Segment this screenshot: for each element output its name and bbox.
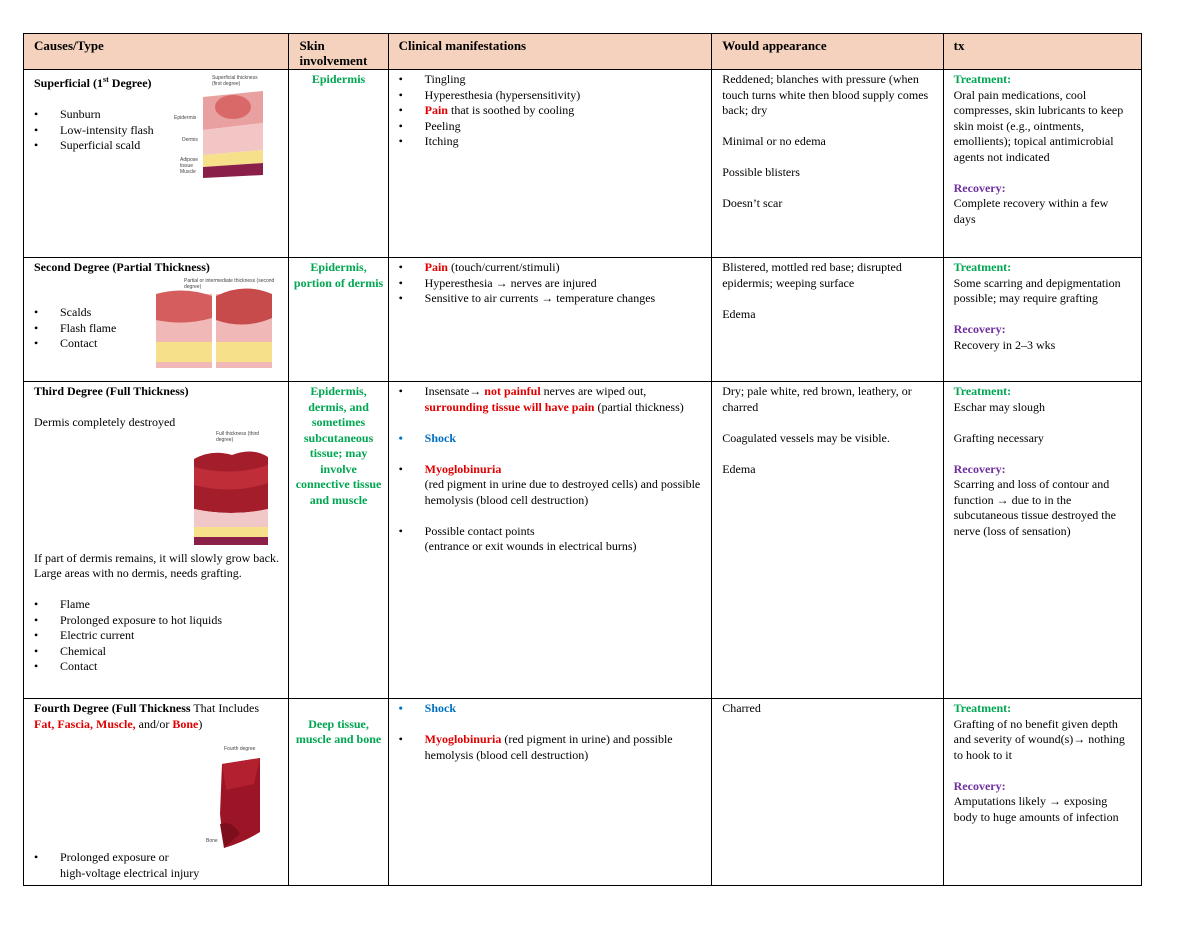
cell-tx — [943, 258, 1141, 382]
list-item: • Sensitive to air currents → temperature changes — [399, 291, 704, 307]
burn-classification-table — [23, 33, 1142, 886]
recovery-label: Recovery: — [953, 778, 1006, 793]
clinical-list — [399, 462, 704, 509]
clinical-list — [399, 431, 704, 447]
recovery-text: Scarring and loss of contour and function → due to in the subcutaneous tissue destroyed the nerve (loss of sensation) — [953, 477, 1116, 538]
row-superficial — [24, 70, 1142, 258]
cell-wound — [712, 699, 943, 886]
intro-text: Dermis completely destroyed — [34, 415, 176, 429]
header-causes: Causes/Type — [24, 34, 289, 70]
image-caption: Full thickness (third degree) — [216, 430, 260, 443]
image-label-dermis: Dermis — [182, 137, 198, 143]
cell-tx — [943, 70, 1141, 258]
cell-clinical — [388, 70, 712, 258]
causes-list — [34, 597, 280, 675]
list-item: • Electric current — [34, 628, 280, 644]
list-item: • Superficial scald — [34, 138, 280, 154]
list-item: • Shock — [399, 701, 704, 717]
treatment-label: Treatment: — [953, 260, 1012, 274]
treatment-text: Grafting of no benefit given depth and severity of wound(s)→ nothing to hook to it — [953, 716, 1125, 762]
list-item: • Chemical — [34, 644, 280, 660]
image-caption: Fourth degree — [224, 746, 256, 752]
treatment-text: Grafting necessary — [953, 430, 1044, 445]
wound-text: Charred — [722, 701, 761, 715]
wound-text: Edema — [722, 306, 756, 321]
list-item: • Prolonged exposure to hot liquids — [34, 613, 280, 629]
clinical-list — [399, 701, 704, 717]
list-item: • Flash flame — [34, 321, 280, 337]
row-title: Superficial (1st Degree) — [34, 75, 152, 90]
wound-text: Minimal or no edema — [722, 134, 826, 148]
fourth-degree-burn-illustration — [214, 754, 266, 854]
wound-text: Reddened; blanches with pressure (when touch turns white then blood supply comes back; dry — [722, 72, 929, 117]
list-item: • Scalds — [34, 305, 280, 321]
cell-causes — [24, 382, 289, 699]
cell-causes — [24, 699, 289, 886]
cell-skin: Deep tissue, muscle and bone — [289, 699, 388, 886]
list-item: • Flame — [34, 597, 280, 613]
cell-wound — [712, 382, 943, 699]
image-caption: Partial or intermediate thickness (second degree) — [184, 277, 275, 290]
list-item: • Myoglobinuria (red pigment in urine) and possible hemolysis (blood cell destruction) — [399, 732, 704, 763]
cell-wound — [712, 70, 943, 258]
cell-skin: Epidermis, portion of dermis — [289, 258, 388, 382]
recovery-label: Recovery: — [953, 461, 1006, 476]
wound-text: Coagulated vessels may be visible. — [722, 430, 890, 445]
list-item: • Low-intensity flash — [34, 123, 280, 139]
list-item: • Prolonged exposure or high-voltage electrical injury — [34, 850, 280, 881]
cell-causes — [24, 258, 289, 382]
row-third-degree — [24, 382, 1142, 699]
recovery-label: Recovery: — [953, 322, 1006, 336]
cell-skin: Epidermis — [289, 70, 388, 258]
treatment-text: Oral pain medications, cool compresses, skin lubricants to keep skin moist (e.g., ointments, emollients); topical antimicrobial agents not indicated — [953, 87, 1124, 164]
cell-tx — [943, 699, 1141, 886]
cell-clinical — [388, 382, 712, 699]
list-item: • Hyperesthesia → nerves are injured — [399, 276, 704, 292]
header-row — [24, 34, 1142, 70]
image-label-bone: Bone — [206, 838, 218, 844]
full-thickness-burn-illustration — [192, 439, 270, 549]
list-item: • Possible contact points (entrance or exit wounds in electrical burns) — [399, 524, 704, 555]
row-title: Fourth Degree (Full Thickness That Includes Fat, Fascia, Muscle, and/or Bone) — [34, 701, 259, 731]
recovery-text: Recovery in 2–3 wks — [953, 337, 1056, 352]
causes-list — [34, 305, 280, 352]
clinical-list — [399, 260, 704, 307]
image-label-adipose: Adipose tissue — [180, 157, 199, 169]
recovery-label: Recovery: — [953, 180, 1006, 195]
list-item: • Contact — [34, 336, 280, 352]
image-label-muscle: Muscle — [180, 169, 196, 175]
row-title: Third Degree (Full Thickness) — [34, 384, 189, 398]
clinical-list — [399, 732, 704, 763]
note-text: If part of dermis remains, it will slowly grow back. Large areas with no dermis, needs grafting. — [34, 550, 279, 580]
treatment-label: Treatment: — [953, 72, 1012, 86]
list-item: • Shock — [399, 431, 704, 447]
list-item: • Hyperesthesia (hypersensitivity) — [399, 88, 704, 104]
cell-tx — [943, 382, 1141, 699]
clinical-list — [399, 72, 704, 150]
wound-text: Dry; pale white, red brown, leathery, or charred — [722, 384, 912, 414]
recovery-text: Amputations likely → exposing body to huge amounts of infection — [953, 794, 1119, 824]
header-clinical: Clinical manifestations — [388, 34, 712, 70]
cell-clinical — [388, 258, 712, 382]
treatment-text: Some scarring and depigmentation possible; may require grafting — [953, 275, 1121, 305]
wound-text: Doesn’t scar — [722, 196, 783, 210]
treatment-text: Eschar may slough — [953, 399, 1045, 414]
list-item: • Itching — [399, 134, 704, 150]
header-tx: tx — [943, 34, 1141, 70]
recovery-text: Complete recovery within a few days — [953, 196, 1109, 226]
list-item: • Pain (touch/current/stimuli) — [399, 260, 704, 276]
wound-text: Possible blisters — [722, 165, 800, 179]
header-skin: Skin involvement — [289, 34, 388, 70]
treatment-label: Treatment: — [953, 701, 1012, 715]
list-item: • Pain that is soothed by cooling — [399, 103, 704, 119]
list-item: • Tingling — [399, 72, 704, 88]
list-item: • Sunburn — [34, 107, 280, 123]
wound-text: Edema — [722, 461, 756, 476]
list-item: • Myoglobinuria (red pigment in urine due to destroyed cells) and possible hemolysis (blood cell destruction) — [399, 462, 704, 509]
causes-list — [34, 107, 280, 154]
image-label-epidermis: Epidermis — [174, 115, 197, 121]
row-fourth-degree — [24, 699, 1142, 886]
image-caption: Superficial thickness (first degree) — [212, 75, 258, 87]
row-title: Second Degree (Partial Thickness) — [34, 260, 210, 274]
cell-wound — [712, 258, 943, 382]
row-second-degree — [24, 258, 1142, 382]
list-item: • Peeling — [399, 119, 704, 135]
list-item: • Contact — [34, 659, 280, 675]
cell-causes — [24, 70, 289, 258]
treatment-label: Treatment: — [953, 384, 1012, 398]
clinical-list — [399, 384, 704, 415]
cell-clinical — [388, 699, 712, 886]
cell-skin: Epidermis, dermis, and sometimes subcutaneous tissue; may involve connective tissue and muscle — [289, 382, 388, 699]
list-item: • Insensate→ not painful nerves are wiped out, surrounding tissue will have pain (partial thickness) — [399, 384, 704, 415]
causes-list — [34, 850, 280, 881]
wound-text: Blistered, mottled red base; disrupted epidermis; weeping surface — [722, 260, 902, 290]
header-wound: Would appearance — [712, 34, 943, 70]
clinical-list — [399, 524, 704, 555]
